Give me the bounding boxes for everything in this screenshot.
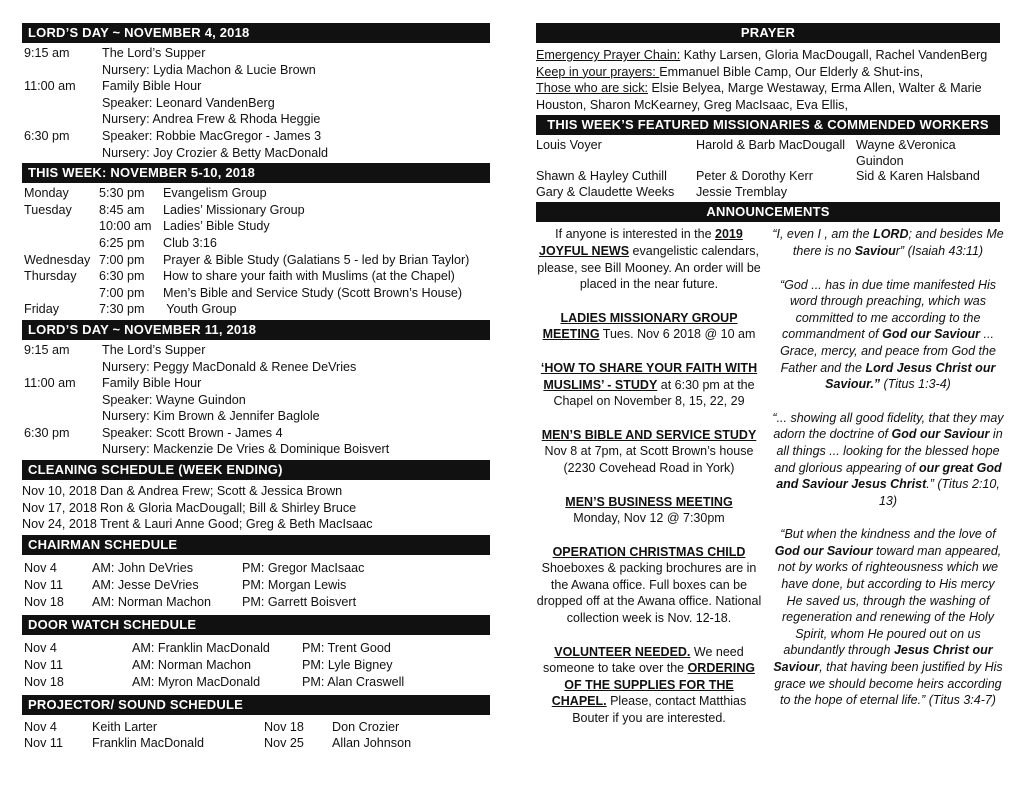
event: Ladies’ Missionary Group: [163, 202, 305, 217]
name: Don Crozier: [332, 719, 400, 734]
entry: Speaker: Leonard VandenBerg: [102, 95, 275, 110]
time: [24, 441, 102, 458]
date: Nov 11: [24, 736, 63, 751]
keep-label: Keep in your prayers:: [536, 64, 660, 79]
missionary: Harold & Barb MacDougall: [696, 138, 846, 153]
entry: Nursery: Mackenzie De Vries & Dominique Boisvert: [102, 442, 390, 457]
date: Nov 17, 2018: [22, 500, 97, 515]
date: Nov 18: [24, 674, 64, 689]
entry: Nursery: Kim Brown & Jennifer Baglole: [102, 409, 320, 424]
missionary: Peter & Dorothy Kerr: [696, 169, 813, 184]
time: 6:30 pm: [24, 425, 70, 440]
am: AM: Norman Machon: [92, 594, 211, 609]
entry: Family Bible Hour: [102, 376, 202, 391]
calendar-announcement: If anyone is interested in the 2019 JOYFUL NEWS evangelistic calendars, please, see Bill Mooney. An order will be placed in the near future.: [537, 227, 761, 292]
announcements-header: ANNOUNCEMENTS: [536, 202, 1000, 222]
prayer-section: [536, 47, 1000, 113]
event: Evangelism Group: [163, 186, 267, 201]
time: [24, 392, 102, 409]
day: Friday: [24, 302, 59, 317]
missionary: [856, 185, 1000, 201]
event: Ladies’ Bible Study: [163, 219, 270, 234]
prayer-header: PRAYER: [536, 23, 1000, 43]
am: AM: Franklin MacDonald: [132, 640, 270, 655]
lords-day-nov4-header: LORD’S DAY ~ NOVEMBER 4, 2018: [22, 23, 490, 43]
pm: PM: Trent Good: [302, 640, 391, 655]
event: Prayer & Bible Study (Galatians 5 - led by Brian Taylor): [163, 252, 470, 267]
left-column: [22, 0, 490, 752]
date: Nov 10, 2018: [22, 484, 97, 499]
projector-sound-list: [24, 719, 490, 752]
event: How to share your faith with Muslims (at the Chapel): [163, 269, 455, 284]
sick-label: Those who are sick:: [536, 81, 648, 96]
date: Nov 11: [24, 577, 63, 592]
pm: PM: Alan Craswell: [302, 674, 405, 689]
time: [24, 359, 102, 376]
name: Franklin MacDonald: [92, 736, 204, 751]
time: 11:00 am: [24, 79, 76, 94]
time: 6:30 pm: [24, 128, 70, 143]
event: Club 3:16: [163, 235, 217, 250]
time: 7:00 pm: [99, 252, 145, 267]
missionary: Louis Voyer: [536, 138, 602, 153]
entry: The Lord’s Supper: [102, 342, 206, 357]
time: 9:15 am: [24, 46, 70, 60]
time: [24, 111, 102, 128]
time: 10:00 am: [99, 219, 152, 234]
pm: PM: Lyle Bigney: [302, 657, 393, 672]
missionary: Wayne &Veronica Guindon: [856, 138, 956, 168]
keep-text: Emmanuel Bible Camp, Our Elderly & Shut-ins,: [659, 64, 924, 79]
lords-day-nov11-list: [24, 342, 490, 458]
emergency-prayer-line: [536, 47, 1000, 64]
time: 9:15 am: [24, 342, 70, 357]
time: [24, 145, 102, 162]
missionaries-header: THIS WEEK’S FEATURED MISSIONARIES & COMMENDED WORKERS: [536, 115, 1000, 135]
time: [24, 408, 102, 425]
day: Thursday: [24, 269, 77, 284]
day: [24, 285, 99, 302]
time: [24, 62, 102, 79]
business-meeting-announcement: MEN’S BUSINESS MEETING Monday, Nov 12 @ 7:30pm: [565, 494, 733, 526]
entry: The Lord’s Supper: [102, 46, 206, 60]
entry: Speaker: Wayne Guindon: [102, 392, 246, 407]
quote-titus-3: “But when the kindness and the love of God our Saviour toward man appeared, not by works of righteousness which we have done, but according to His mercy He saved us, through the washing of regeneration and renewing of the Holy Spirit, whom He poured out on us abundantly through Jesus Christ our Saviour, that having been justified by His grace we should become heirs according to the hope of eternal life.” (Titus 3:4-7): [773, 527, 1003, 708]
name: Allan Johnson: [332, 736, 412, 751]
cleaning-schedule-list: [22, 483, 490, 533]
this-week-list: [24, 185, 490, 318]
scripture-quotes: [772, 226, 1004, 725]
announcements-list: [536, 226, 762, 743]
time: 6:25 pm: [99, 235, 145, 250]
am: AM: John DeVries: [92, 560, 194, 575]
entry: Family Bible Hour: [102, 79, 202, 94]
date: Nov 25: [264, 736, 304, 751]
missionary: Gary & Claudette Weeks: [536, 184, 675, 199]
am: AM: Norman Machon: [132, 657, 251, 672]
day: Monday: [24, 186, 69, 201]
date: Nov 4: [24, 640, 57, 655]
emergency-names: Kathy Larsen, Gloria MacDougall, Rachel VandenBerg: [680, 48, 988, 62]
announcements-body: [536, 226, 1004, 786]
lords-day-nov4-list: [24, 45, 490, 161]
pm: PM: Morgan Lewis: [242, 577, 347, 592]
entry: Speaker: Robbie MacGregor - James 3: [102, 128, 322, 143]
keep-in-prayers-line: [536, 64, 1000, 81]
time: 7:30 pm: [99, 302, 145, 317]
door-watch-list: [24, 640, 490, 691]
quote-isaiah: “I, even I , am the LORD; and besides Me there is no Saviour” (Isaiah 43:11): [772, 227, 1004, 258]
quote-titus-2: “... showing all good fidelity, that they may adorn the doctrine of God our Saviour in all things ... looking for the blessed hope and glorious appearing of our great God and Saviour Jesus Christ.” (Titus 2:10, 13): [772, 410, 1004, 508]
date: Nov 4: [24, 719, 57, 734]
date: Nov 18: [264, 719, 304, 734]
missionaries-list: [536, 138, 1000, 200]
entry: Speaker: Scott Brown - James 4: [102, 425, 283, 440]
entry: Nursery: Peggy MacDonald & Renee DeVries: [102, 359, 357, 374]
event: Men’s Bible and Service Study (Scott Brown’s House): [163, 285, 463, 300]
day: [24, 235, 99, 252]
am: AM: Myron MacDonald: [132, 674, 261, 689]
chairman-schedule-header: CHAIRMAN SCHEDULE: [22, 535, 490, 555]
ladies-missionary-announcement: LADIES MISSIONARY GROUP MEETING Tues. Nov 6 2018 @ 10 am: [542, 310, 756, 342]
time: 5:30 pm: [99, 186, 145, 201]
date: Nov 11: [24, 657, 63, 672]
names: Trent & Lauri Anne Good; Greg & Beth MacIsaac: [100, 517, 373, 532]
time: [24, 95, 102, 112]
muslims-study-announcement: ‘HOW TO SHARE YOUR FAITH WITH MUSLIMS’ - STUDY at 6:30 pm at the Chapel on November 8, 15, 22, 29: [540, 360, 758, 409]
date: Nov 18: [24, 594, 64, 609]
name: Keith Larter: [92, 719, 158, 734]
time: 7:00 pm: [99, 285, 145, 300]
emergency-label: Emergency Prayer Chain:: [536, 48, 681, 62]
chairman-schedule-list: [24, 560, 490, 611]
missionary: Sid & Karen Halsband: [856, 169, 980, 184]
date: Nov 4: [24, 560, 57, 575]
missionary: Jessie Tremblay: [696, 184, 787, 199]
pm: PM: Garrett Boisvert: [242, 594, 357, 609]
names: Ron & Gloria MacDougall; Bill & Shirley Bruce: [100, 500, 357, 515]
day: Wednesday: [24, 252, 91, 267]
date: Nov 24, 2018: [22, 517, 97, 532]
names: Dan & Andrea Frew; Scott & Jessica Brown: [100, 484, 343, 499]
door-watch-header: DOOR WATCH SCHEDULE: [22, 615, 490, 635]
pm: PM: Gregor MacIsaac: [242, 560, 365, 575]
event: Youth Group: [163, 302, 237, 317]
this-week-header: THIS WEEK: NOVEMBER 5-10, 2018: [22, 163, 490, 183]
cleaning-schedule-header: CLEANING SCHEDULE (WEEK ENDING): [22, 460, 490, 480]
sick-line: [536, 80, 1000, 113]
am: AM: Jesse DeVries: [92, 577, 199, 592]
quote-titus-1: “God ... has in due time manifested His word through preaching, which was committed to me according to the commandment of God our Saviour ... Grace, mercy, and peace from God the Father and the Lord Jesus Christ our Saviour.” (Titus 1:3-4): [779, 277, 997, 392]
missionary: Shawn & Hayley Cuthill: [536, 169, 667, 184]
lords-day-nov11-header: LORD’S DAY ~ NOVEMBER 11, 2018: [22, 320, 490, 340]
time: 6:30 pm: [99, 269, 145, 284]
day: [24, 218, 99, 235]
entry: Nursery: Lydia Machon & Lucie Brown: [102, 62, 316, 77]
mens-study-announcement: MEN’S BIBLE AND SERVICE STUDY Nov 8 at 7pm, at Scott Brown’s house (2230 Covehead Road in York): [541, 427, 757, 475]
right-column: [536, 0, 1004, 786]
entry: Nursery: Joy Crozier & Betty MacDonald: [102, 145, 329, 160]
time: 11:00 am: [24, 376, 76, 391]
day: Tuesday: [24, 202, 72, 217]
time: 8:45 am: [99, 202, 145, 217]
projector-sound-header: PROJECTOR/ SOUND SCHEDULE: [22, 695, 490, 715]
christmas-child-announcement: OPERATION CHRISTMAS CHILD Shoeboxes & packing brochures are in the Awana office. Full boxes can be dropped off at the Awana office. National collection week is Nov. 12-18.: [536, 544, 762, 626]
entry: Nursery: Andrea Frew & Rhoda Heggie: [102, 112, 321, 127]
sick-names: Elsie Belyea, Marge Westaway, Erma Allen, Walter & Marie Houston, Sharon McKearney, Greg MacIsaac, Eva Ellis,: [536, 81, 982, 112]
volunteer-announcement: VOLUNTEER NEEDED. We need someone to take over the ORDERING OF THE SUPPLIES FOR THE CHAPEL. Please, contact Matthias Bouter if you are interested.: [543, 644, 755, 726]
